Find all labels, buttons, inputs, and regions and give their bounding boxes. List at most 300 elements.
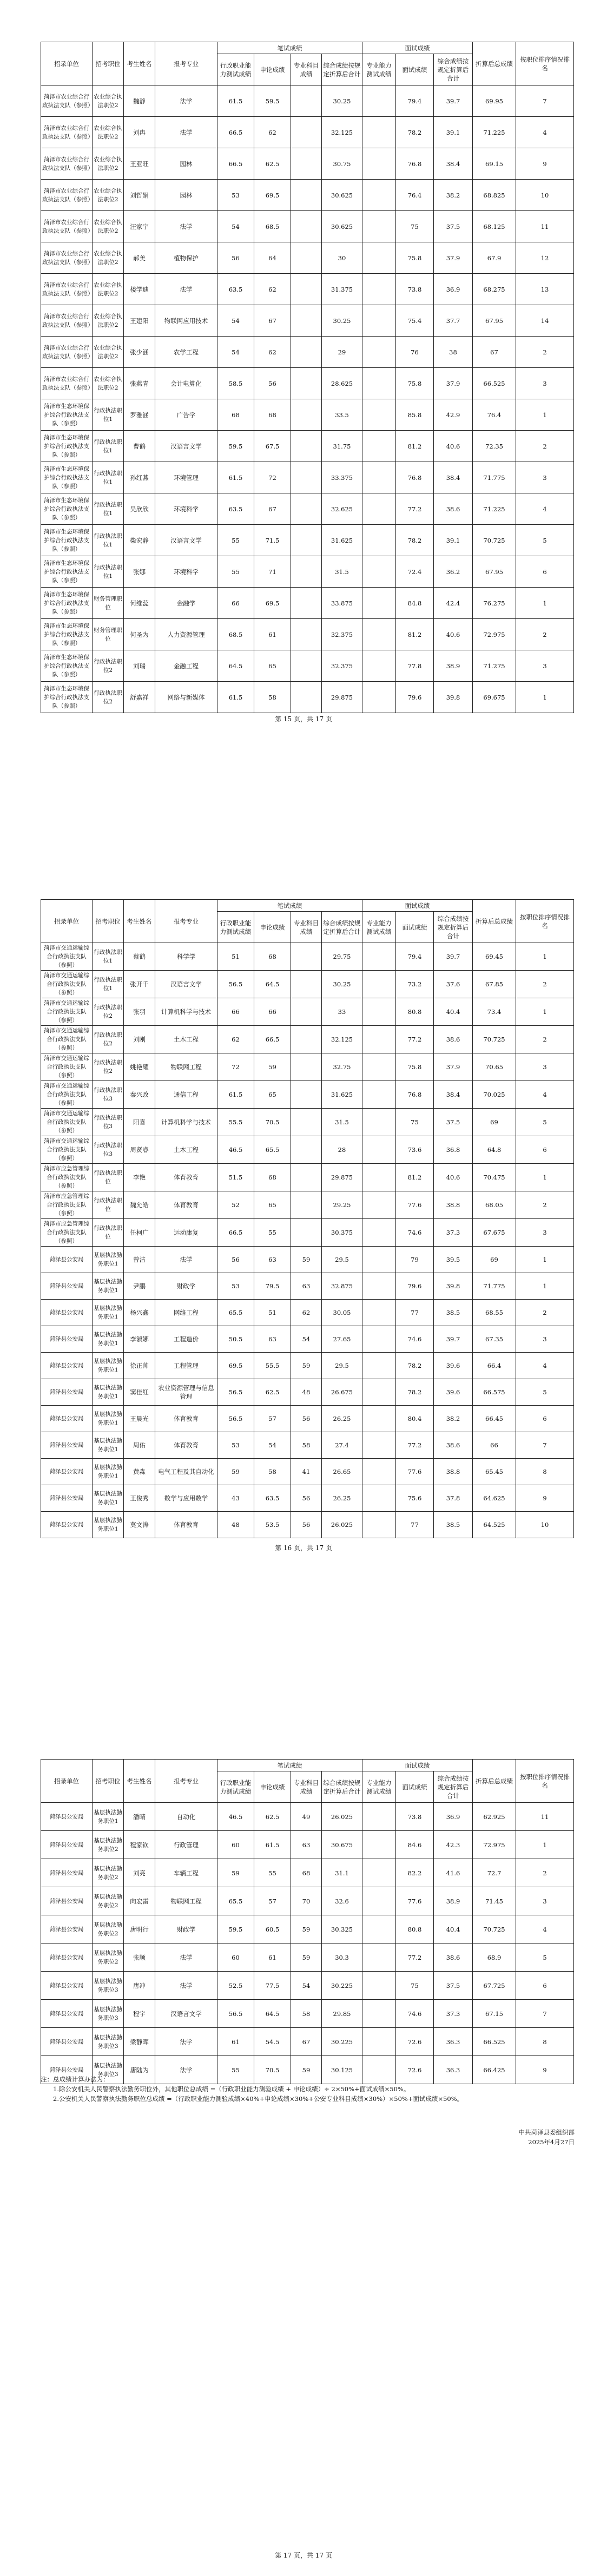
cell-final: 68.275 [473, 274, 516, 305]
cell-written-total: 32.375 [322, 619, 362, 650]
cell-name: 杨兴鑫 [124, 1300, 155, 1326]
cell-final: 65.45 [473, 1459, 516, 1485]
cell-position: 基层执法勤务职位2 [93, 1859, 124, 1887]
cell-interview: 78.2 [396, 1353, 434, 1379]
cell-name: 舒嘉祥 [124, 682, 155, 713]
cell-rank: 1 [516, 943, 574, 971]
cell-position: 农业综合执法职位2 [93, 85, 124, 117]
cell-rank: 4 [516, 1353, 574, 1379]
cell-position: 基层执法勤务职位1 [93, 1432, 124, 1459]
cell-professional [291, 274, 322, 305]
cell-position: 基层执法勤务职位1 [93, 1406, 124, 1432]
cell-final: 68.55 [473, 1300, 516, 1326]
cell-rank: 14 [516, 305, 574, 337]
cell-final: 72.7 [473, 1859, 516, 1887]
header-interview: 面试成绩 [396, 912, 434, 943]
cell-professional [291, 242, 322, 274]
cell-interview: 77.2 [396, 1026, 434, 1053]
cell-prof-ability [362, 1943, 396, 1972]
cell-prof-ability [362, 682, 396, 713]
cell-name: 姚艳耀 [124, 1053, 155, 1081]
cell-major: 物联网工程 [155, 1053, 217, 1081]
cell-position: 行政执法职位1 [93, 462, 124, 493]
cell-rank: 11 [516, 1803, 574, 1831]
table-row [41, 1353, 574, 1379]
table-row [41, 85, 574, 117]
cell-rank: 9 [516, 1485, 574, 1512]
cell-interview: 74.6 [396, 2000, 434, 2028]
cell-name: 王亚旺 [124, 148, 155, 180]
cell-written-total: 27.65 [322, 1326, 362, 1353]
cell-prof-ability [362, 180, 396, 211]
cell-major: 金融学 [155, 588, 217, 619]
cell-admin: 59.5 [217, 1915, 254, 1943]
cell-interview-total: 39.6 [434, 1379, 473, 1406]
cell-rank: 3 [516, 1219, 574, 1247]
cell-written-total: 30.375 [322, 1219, 362, 1247]
cell-position: 行政执法职位1 [93, 971, 124, 998]
cell-admin: 56 [217, 1247, 254, 1273]
cell-essay: 66.5 [254, 1026, 291, 1053]
cell-professional [291, 998, 322, 1026]
cell-written-total: 33.5 [322, 399, 362, 431]
cell-unit: 菏泽市农业综合行政执法支队（参照） [41, 242, 93, 274]
cell-admin: 46.5 [217, 1803, 254, 1831]
cell-final: 67.95 [473, 305, 516, 337]
cell-name: 王晨光 [124, 1406, 155, 1432]
cell-professional: 54 [291, 1972, 322, 2000]
cell-interview-total: 39.7 [434, 943, 473, 971]
cell-rank: 6 [516, 556, 574, 588]
cell-unit: 菏泽市农业综合行政执法支队（参照） [41, 148, 93, 180]
cell-interview-total: 39.7 [434, 1326, 473, 1353]
table-row [41, 1247, 574, 1273]
cell-prof-ability [362, 2000, 396, 2028]
cell-major: 法学 [155, 1972, 217, 2000]
cell-essay: 58 [254, 682, 291, 713]
page-number: 第 15 页，共 17 页 [275, 715, 332, 723]
cell-major: 物联网应用技术 [155, 305, 217, 337]
cell-position: 基层执法勤务职位3 [93, 2028, 124, 2056]
cell-name: 唐冲 [124, 1972, 155, 2000]
table-row [41, 305, 574, 337]
cell-admin: 48 [217, 1512, 254, 1538]
score-table [41, 1759, 574, 2084]
cell-interview: 72.6 [396, 2056, 434, 2084]
cell-essay: 68 [254, 943, 291, 971]
cell-admin: 52 [217, 1191, 254, 1219]
cell-professional: 41 [291, 1459, 322, 1485]
table-row [41, 1300, 574, 1326]
cell-admin: 55 [217, 2056, 254, 2084]
cell-interview-total: 40.6 [434, 619, 473, 650]
table-row [41, 242, 574, 274]
cell-interview: 75 [396, 1109, 434, 1136]
cell-major: 物联网工程 [155, 1887, 217, 1915]
cell-interview-total: 37.9 [434, 242, 473, 274]
cell-unit: 菏泽市生态环境保护综合行政执法支队（参照） [41, 493, 93, 525]
cell-professional [291, 588, 322, 619]
header-interview: 面试成绩 [396, 1771, 434, 1803]
cell-name: 阳喜 [124, 1109, 155, 1136]
header-final: 折算后总成绩 [473, 1760, 516, 1803]
header-interview-total: 综合成绩按规定折算后合计 [434, 912, 473, 943]
table-row [41, 337, 574, 368]
cell-written-total: 31.75 [322, 431, 362, 462]
cell-admin: 43 [217, 1485, 254, 1512]
cell-name: 张羽 [124, 998, 155, 1026]
cell-written-total: 31.5 [322, 1109, 362, 1136]
cell-name: 刘瑞 [124, 650, 155, 682]
header-written-group: 笔试成绩 [217, 42, 362, 54]
cell-final: 69.45 [473, 943, 516, 971]
cell-final: 68.9 [473, 1943, 516, 1972]
cell-interview-total: 40.6 [434, 431, 473, 462]
header-rank: 按职位排序情况排名 [516, 900, 574, 943]
cell-name: 吴欣欣 [124, 493, 155, 525]
cell-rank: 10 [516, 180, 574, 211]
cell-interview-total: 38 [434, 337, 473, 368]
cell-written-total: 32.375 [322, 650, 362, 682]
cell-major: 车辆工程 [155, 1859, 217, 1887]
cell-prof-ability [362, 368, 396, 399]
table-row [41, 650, 574, 682]
cell-admin: 60 [217, 1943, 254, 1972]
cell-prof-ability [362, 2028, 396, 2056]
cell-rank: 1 [516, 1164, 574, 1191]
table-row [41, 1053, 574, 1081]
cell-essay: 71 [254, 556, 291, 588]
cell-rank: 12 [516, 242, 574, 274]
cell-name: 刘哲娟 [124, 180, 155, 211]
cell-interview-total: 36.8 [434, 1136, 473, 1164]
cell-interview: 77.6 [396, 1459, 434, 1485]
cell-essay: 79.5 [254, 1273, 291, 1300]
cell-unit: 菏泽县公安局 [41, 1803, 93, 1831]
cell-prof-ability [362, 1353, 396, 1379]
cell-written-total: 31.375 [322, 274, 362, 305]
cell-interview-total: 37.7 [434, 305, 473, 337]
cell-final: 69.675 [473, 682, 516, 713]
cell-prof-ability [362, 493, 396, 525]
cell-essay: 71.5 [254, 525, 291, 556]
cell-written-total: 26.675 [322, 1379, 362, 1406]
cell-professional: 59 [291, 1915, 322, 1943]
cell-admin: 55 [217, 525, 254, 556]
cell-written-total: 31.625 [322, 1081, 362, 1109]
cell-prof-ability [362, 85, 396, 117]
cell-essay: 72 [254, 462, 291, 493]
cell-final: 67.725 [473, 1972, 516, 2000]
cell-admin: 54 [217, 211, 254, 242]
cell-essay: 61 [254, 1943, 291, 1972]
cell-interview: 75.4 [396, 305, 434, 337]
cell-essay: 54.5 [254, 2028, 291, 2056]
cell-interview: 80.8 [396, 1915, 434, 1943]
cell-position: 农业综合执法职位2 [93, 242, 124, 274]
cell-major: 电气工程及其自动化 [155, 1459, 217, 1485]
cell-unit: 菏泽县公安局 [41, 1273, 93, 1300]
cell-professional [291, 556, 322, 588]
cell-admin: 59.5 [217, 431, 254, 462]
cell-unit: 菏泽市生态环境保护综合行政执法支队（参照） [41, 462, 93, 493]
cell-essay: 57 [254, 1406, 291, 1432]
cell-prof-ability [362, 525, 396, 556]
cell-name: 何维蕊 [124, 588, 155, 619]
cell-position: 行政执法职位 [93, 1191, 124, 1219]
table-row [41, 1915, 574, 1943]
cell-written-total: 31.5 [322, 556, 362, 588]
cell-unit: 菏泽市交通运输综合行政执法支队（参照） [41, 1136, 93, 1164]
cell-admin: 52.5 [217, 1972, 254, 2000]
cell-position: 基层执法勤务职位1 [93, 1326, 124, 1353]
cell-admin: 61.5 [217, 462, 254, 493]
cell-position: 基层执法勤务职位1 [93, 1485, 124, 1512]
header-admin: 行政职业能力测试成绩 [217, 54, 254, 85]
cell-interview-total: 37.5 [434, 1109, 473, 1136]
cell-essay: 64.5 [254, 971, 291, 998]
cell-rank: 2 [516, 1859, 574, 1887]
cell-final: 69 [473, 1109, 516, 1136]
cell-unit: 菏泽市生态环境保护综合行政执法支队（参照） [41, 431, 93, 462]
cell-rank: 1 [516, 682, 574, 713]
cell-professional [291, 337, 322, 368]
cell-admin: 54 [217, 305, 254, 337]
cell-unit: 菏泽市农业综合行政执法支队（参照） [41, 85, 93, 117]
cell-admin: 46.5 [217, 1136, 254, 1164]
cell-professional [291, 619, 322, 650]
cell-unit: 菏泽市应急管理综合行政执法支队（参照） [41, 1219, 93, 1247]
cell-written-total: 29.85 [322, 2000, 362, 2028]
cell-essay: 67 [254, 305, 291, 337]
cell-professional: 59 [291, 1353, 322, 1379]
cell-interview: 73.8 [396, 1803, 434, 1831]
cell-final: 68.125 [473, 211, 516, 242]
cell-name: 王建阳 [124, 305, 155, 337]
cell-major: 汉语言文学 [155, 971, 217, 998]
table-row [41, 117, 574, 148]
cell-final: 70.65 [473, 1053, 516, 1081]
cell-admin: 56.5 [217, 971, 254, 998]
table-row [41, 1219, 574, 1247]
cell-position: 农业综合执法职位2 [93, 274, 124, 305]
cell-final: 66.45 [473, 1406, 516, 1432]
cell-final: 67.15 [473, 2000, 516, 2028]
table-row [41, 1972, 574, 2000]
cell-major: 网络与新媒体 [155, 682, 217, 713]
cell-admin: 64.5 [217, 650, 254, 682]
cell-admin: 68 [217, 399, 254, 431]
cell-prof-ability [362, 1972, 396, 2000]
cell-essay: 69.5 [254, 180, 291, 211]
cell-professional [291, 971, 322, 998]
cell-final: 72.35 [473, 431, 516, 462]
cell-rank: 5 [516, 1109, 574, 1136]
cell-written-total: 30.325 [322, 1915, 362, 1943]
cell-admin: 66.5 [217, 1219, 254, 1247]
cell-written-total: 33.875 [322, 588, 362, 619]
header-interview: 面试成绩 [396, 54, 434, 85]
cell-professional [291, 650, 322, 682]
table-row [41, 148, 574, 180]
cell-position: 基层执法勤务职位3 [93, 1972, 124, 2000]
cell-interview-total: 37.9 [434, 1053, 473, 1081]
cell-professional [291, 117, 322, 148]
cell-unit: 菏泽市交通运输综合行政执法支队（参照） [41, 971, 93, 998]
cell-position: 农业综合执法职位2 [93, 148, 124, 180]
cell-written-total: 29.875 [322, 682, 362, 713]
table-row [41, 368, 574, 399]
table-row [41, 556, 574, 588]
cell-major: 体育教育 [155, 1164, 217, 1191]
header-name: 考生姓名 [124, 42, 155, 85]
cell-position: 农业综合执法职位2 [93, 180, 124, 211]
cell-written-total: 27.4 [322, 1432, 362, 1459]
cell-written-total: 31.1 [322, 1859, 362, 1887]
cell-major: 数学与应用数学 [155, 1485, 217, 1512]
cell-position: 行政执法职位1 [93, 556, 124, 588]
cell-final: 67 [473, 337, 516, 368]
table-row [41, 2028, 574, 2056]
header-admin: 行政职业能力测试成绩 [217, 1771, 254, 1803]
header-major: 报考专业 [155, 1760, 217, 1803]
cell-major: 汉语言文学 [155, 525, 217, 556]
cell-major: 工程管理 [155, 1353, 217, 1379]
cell-prof-ability [362, 1109, 396, 1136]
cell-interview-total: 39.1 [434, 525, 473, 556]
header-prof-ability: 专业能力测试成绩 [362, 54, 396, 85]
cell-major: 法学 [155, 274, 217, 305]
header-major: 报考专业 [155, 900, 217, 943]
cell-position: 基层执法勤务职位1 [93, 1247, 124, 1273]
cell-essay: 69.5 [254, 588, 291, 619]
cell-written-total: 29.875 [322, 1164, 362, 1191]
cell-name: 李淑娜 [124, 1326, 155, 1353]
cell-position: 行政执法职位2 [93, 682, 124, 713]
cell-admin: 63.5 [217, 493, 254, 525]
cell-name: 罗雅涵 [124, 399, 155, 431]
cell-professional [291, 1191, 322, 1219]
table-row [41, 1136, 574, 1164]
table-row [41, 180, 574, 211]
cell-name: 张开千 [124, 971, 155, 998]
cell-admin: 58.5 [217, 368, 254, 399]
cell-admin: 68.5 [217, 619, 254, 650]
cell-position: 基层执法勤务职位2 [93, 1831, 124, 1859]
cell-interview: 72.4 [396, 556, 434, 588]
cell-unit: 菏泽市交通运输综合行政执法支队（参照） [41, 1053, 93, 1081]
cell-interview-total: 42.4 [434, 588, 473, 619]
cell-unit: 菏泽市交通运输综合行政执法支队（参照） [41, 998, 93, 1026]
cell-unit: 菏泽县公安局 [41, 1379, 93, 1406]
cell-position: 行政执法职位2 [93, 1026, 124, 1053]
cell-major: 科学学 [155, 943, 217, 971]
cell-rank: 5 [516, 1379, 574, 1406]
cell-professional [291, 431, 322, 462]
cell-admin: 69.5 [217, 1353, 254, 1379]
cell-essay: 70.5 [254, 1109, 291, 1136]
cell-interview-total: 38.9 [434, 1887, 473, 1915]
cell-position: 行政执法职位3 [93, 1109, 124, 1136]
cell-major: 植物保护 [155, 242, 217, 274]
cell-prof-ability [362, 1136, 396, 1164]
cell-final: 69.15 [473, 148, 516, 180]
cell-interview-total: 39.5 [434, 1247, 473, 1273]
cell-professional: 59 [291, 2056, 322, 2084]
cell-admin: 56.5 [217, 2000, 254, 2028]
header-interview-group: 面试成绩 [362, 900, 473, 912]
table-row [41, 1859, 574, 1887]
cell-rank: 2 [516, 1191, 574, 1219]
cell-rank: 2 [516, 1026, 574, 1053]
header-professional: 专业科目成绩 [291, 1771, 322, 1803]
cell-major: 运动康复 [155, 1219, 217, 1247]
cell-name: 莫文涛 [124, 1512, 155, 1538]
cell-interview: 74.6 [396, 1326, 434, 1353]
cell-admin: 53 [217, 180, 254, 211]
cell-unit: 菏泽市农业综合行政执法支队（参照） [41, 337, 93, 368]
header-written-group: 笔试成绩 [217, 1760, 362, 1771]
cell-major: 环境科学 [155, 493, 217, 525]
header-prof-ability: 专业能力测试成绩 [362, 912, 396, 943]
cell-name: 向宏雷 [124, 1887, 155, 1915]
cell-rank: 4 [516, 1915, 574, 1943]
cell-final: 76.4 [473, 399, 516, 431]
cell-professional: 54 [291, 1326, 322, 1353]
cell-interview: 79.4 [396, 943, 434, 971]
cell-name: 黄淼 [124, 1459, 155, 1485]
cell-unit: 菏泽市农业综合行政执法支队（参照） [41, 305, 93, 337]
cell-written-total: 29.25 [322, 1191, 362, 1219]
cell-final: 66.575 [473, 1379, 516, 1406]
cell-essay: 59 [254, 1053, 291, 1081]
cell-professional [291, 462, 322, 493]
cell-rank: 2 [516, 431, 574, 462]
cell-essay: 77.5 [254, 1972, 291, 2000]
cell-unit: 菏泽市交通运输综合行政执法支队（参照） [41, 1109, 93, 1136]
cell-professional [291, 493, 322, 525]
cell-interview-total: 42.9 [434, 399, 473, 431]
cell-interview: 75.6 [396, 1485, 434, 1512]
cell-final: 70.475 [473, 1164, 516, 1191]
cell-prof-ability [362, 211, 396, 242]
cell-written-total: 26.025 [322, 1512, 362, 1538]
cell-name: 程家钦 [124, 1831, 155, 1859]
table-row [41, 2000, 574, 2028]
cell-position: 行政执法职位1 [93, 943, 124, 971]
cell-name: 刘亮 [124, 1859, 155, 1887]
cell-rank: 3 [516, 650, 574, 682]
cell-position: 行政执法职位2 [93, 1053, 124, 1081]
cell-prof-ability [362, 1026, 396, 1053]
cell-professional [291, 399, 322, 431]
cell-final: 69.95 [473, 85, 516, 117]
cell-professional [291, 1053, 322, 1081]
table-row [41, 1109, 574, 1136]
cell-professional [291, 943, 322, 971]
cell-written-total: 32.75 [322, 1053, 362, 1081]
cell-essay: 55.5 [254, 1353, 291, 1379]
header-position: 招考职位 [93, 42, 124, 85]
cell-prof-ability [362, 650, 396, 682]
cell-admin: 60 [217, 1831, 254, 1859]
cell-interview: 77 [396, 1512, 434, 1538]
cell-professional: 63 [291, 1831, 322, 1859]
cell-major: 行政管理 [155, 1831, 217, 1859]
header-rank: 按职位排序情况排名 [516, 1760, 574, 1803]
cell-final: 71.775 [473, 1273, 516, 1300]
cell-major: 法学 [155, 1943, 217, 1972]
